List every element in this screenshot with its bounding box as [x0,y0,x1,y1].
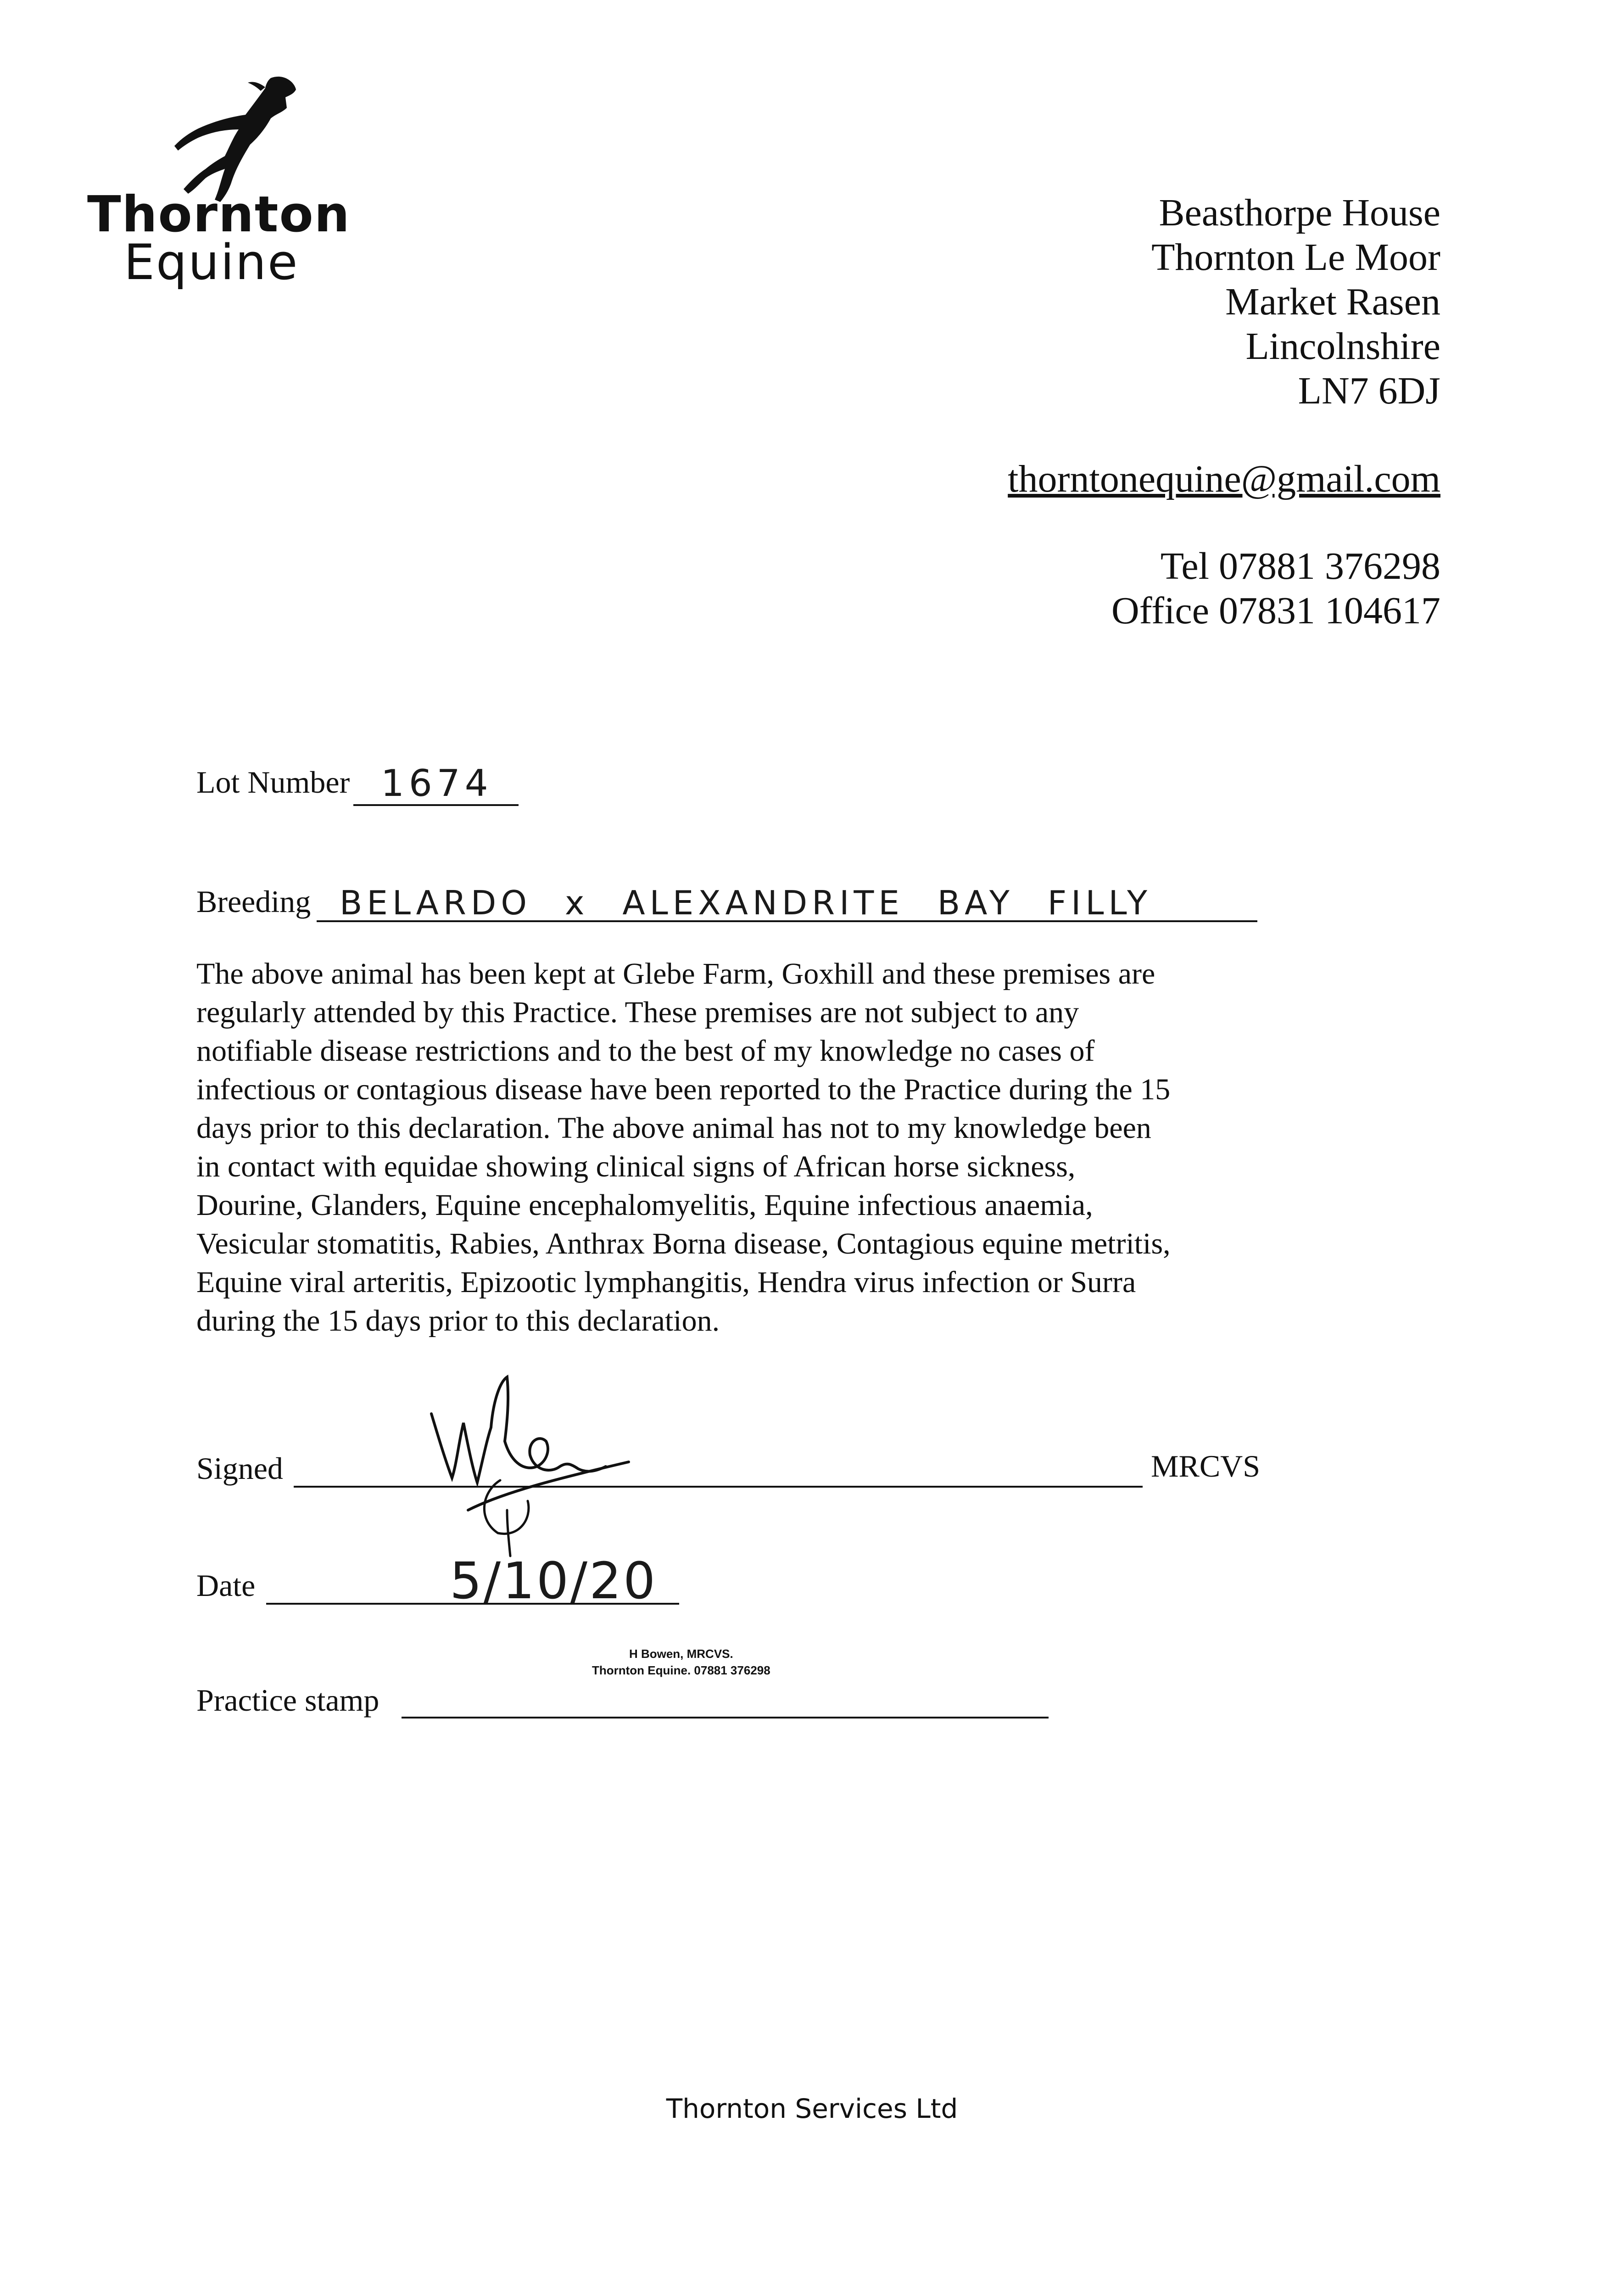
practice-stamp [592,1646,770,1679]
breeding-label: Breeding [196,884,311,919]
address-line: LN7 6DJ [1298,369,1440,412]
logo-wordmark-secondary: Equine [124,234,299,291]
declaration-paragraph: The above animal has been kept at Glebe Farm, Goxhill and these premises are regularly attended by this Practice. These premises are not subject to any notifiable disease restrictions and to the best of my knowledge no cases of infectious or contagious disease have been reported to the Practice during the 15 days prior to this declaration. The above animal has not to my knowledge been in contact with equidae showing clinical signs of African horse sickness, Dourine, Glanders, Equine encephalomyelitis, Equine infectious anaemia, Vesicular stomatitis, Rabies, Anthrax Borna disease, Contagious equine metritis, Equine viral arteritis, Epizootic lymphangitis, Hendra virus infection or Surra during the 15 days prior to this declaration. [196,957,1171,1338]
address-line: Lincolnshire [1245,325,1440,368]
address-line: Market Rasen [1225,280,1440,323]
lot-number-label: Lot Number [196,765,350,800]
breeding-value: BELARDO x ALEXANDRITE BAY FILLY [340,884,1152,922]
phone-block [1111,544,1440,633]
logo-wordmark-primary: Thornton [87,186,351,243]
footer-company-name: Thornton Services Ltd [666,2093,958,2124]
email-address: thorntonequine@gmail.com [1008,458,1440,500]
handwritten-signature [413,1372,670,1565]
date-value: 5/10/20 [450,1551,658,1610]
tel-number: Tel 07881 376298 [1160,545,1440,588]
stamp-line-practice: Thornton Equine. 07881 376298 [592,1663,770,1677]
practice-stamp-rule [402,1717,1049,1718]
signed-label: Signed [196,1451,283,1486]
date-label: Date [196,1568,256,1603]
company-logo [87,69,351,291]
address-line: Thornton Le Moor [1151,236,1440,279]
practice-stamp-label: Practice stamp [196,1683,379,1718]
office-number: Office 07831 104617 [1111,589,1440,632]
stamp-line-name: H Bowen, MRCVS. [629,1647,733,1661]
address-block [1151,190,1440,413]
address-line: Beasthorpe House [1159,191,1440,234]
lot-number-value: 1674 [381,762,493,805]
mrcvs-label: MRCVS [1151,1449,1261,1483]
